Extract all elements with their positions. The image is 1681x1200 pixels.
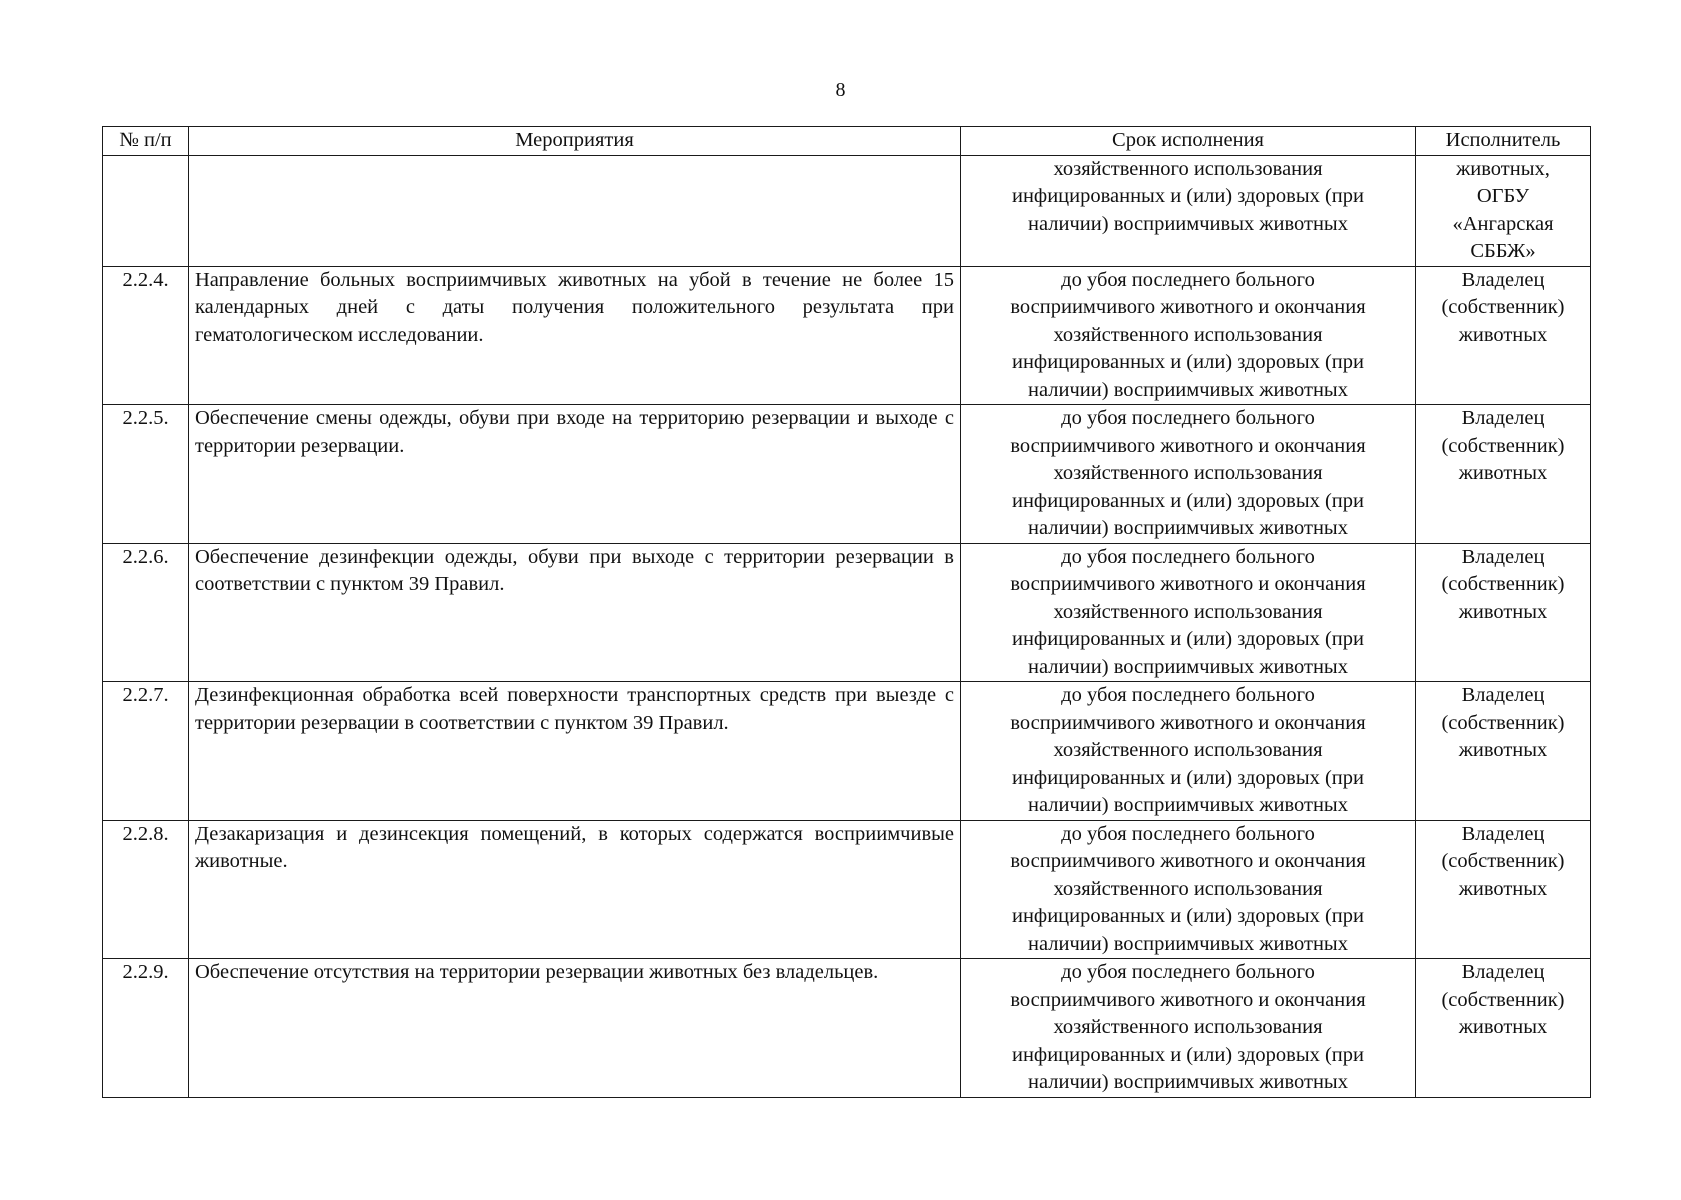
term-line: хозяйственного использования: [1053, 462, 1323, 484]
cell-executor: [1416, 155, 1591, 266]
term-line: до убоя последнего больного: [1061, 268, 1315, 291]
executor-line: Владелец: [1461, 545, 1545, 568]
cell-term: [961, 682, 1416, 821]
executor-line: СББЖ»: [1470, 240, 1536, 262]
term-line: инфицированных и (или) здоровых (при: [1011, 905, 1365, 927]
table-row: [103, 405, 1591, 544]
term-line: восприимчивого животного и окончания: [1010, 573, 1366, 595]
executor-line: «Ангарская: [1452, 212, 1554, 235]
term-line: инфицированных и (или) здоровых (при: [1011, 185, 1365, 207]
header-term: Срок исполнения: [961, 127, 1416, 156]
executor-line: ОГБУ: [1476, 185, 1530, 207]
cell-executor: [1416, 959, 1591, 1098]
term-line: до убоя последнего больного: [1061, 545, 1315, 568]
cell-number: 2.2.8.: [103, 820, 189, 959]
term-line: до убоя последнего больного: [1061, 822, 1315, 845]
cell-number: 2.2.9.: [103, 959, 189, 1098]
executor-line: животных: [1458, 1016, 1548, 1038]
executor-line: животных: [1458, 600, 1548, 623]
cell-executor: [1416, 543, 1591, 682]
term-line: восприимчивого животного и окончания: [1010, 296, 1366, 318]
term-line: хозяйственного использования: [1053, 1016, 1323, 1038]
executor-line: Владелец: [1461, 407, 1545, 429]
term-line: до убоя последнего больного: [1061, 684, 1315, 706]
term-line: инфицированных и (или) здоровых (при: [1011, 489, 1365, 512]
cell-term: [961, 959, 1416, 1098]
executor-line: (собственник): [1441, 434, 1565, 457]
term-line: инфицированных и (или) здоровых (при: [1011, 766, 1365, 789]
term-line: хозяйственного использования: [1053, 739, 1323, 761]
table-header-row: [103, 127, 1591, 156]
executor-line: животных: [1458, 323, 1548, 346]
term-line: наличии) восприимчивых животных: [1028, 932, 1348, 955]
term-line: наличии) восприимчивых животных: [1028, 378, 1348, 401]
cell-activity: Дезинфекционная обработка всей поверхности транспортных средств при выезде с территории резервации в соответствии с пунктом 39 Правил.: [189, 682, 961, 821]
term-line: до убоя последнего больного: [1061, 407, 1315, 429]
page-number: 8: [835, 79, 846, 101]
executor-line: (собственник): [1441, 988, 1565, 1011]
header-activity: Мероприятия: [189, 127, 961, 156]
term-line: до убоя последнего больного: [1061, 961, 1315, 983]
executor-line: Владелец: [1461, 684, 1545, 706]
table-row-continuation: [103, 155, 1591, 266]
executor-line: (собственник): [1441, 711, 1565, 734]
header-number: № п/п: [103, 127, 189, 156]
term-line: хозяйственного использования: [1053, 323, 1323, 346]
header-executor: Исполнитель: [1416, 127, 1591, 156]
term-line: наличии) восприимчивых животных: [1028, 212, 1348, 235]
measures-table: [102, 126, 1591, 1098]
executor-line: (собственник): [1441, 850, 1565, 872]
executor-line: животных,: [1456, 157, 1550, 180]
cell-activity: [189, 155, 961, 266]
table-row: [103, 543, 1591, 682]
table-row: [103, 682, 1591, 821]
cell-term: [961, 266, 1416, 405]
cell-term: [961, 543, 1416, 682]
cell-number: 2.2.6.: [103, 543, 189, 682]
term-line: восприимчивого животного и окончания: [1010, 711, 1366, 734]
term-line: восприимчивого животного и окончания: [1010, 988, 1366, 1011]
cell-executor: [1416, 266, 1591, 405]
term-line: инфицированных и (или) здоровых (при: [1011, 351, 1365, 373]
cell-term: [961, 820, 1416, 959]
table-row: [103, 959, 1591, 1098]
cell-number: 2.2.5.: [103, 405, 189, 544]
cell-term: [961, 405, 1416, 544]
term-line: восприимчивого животного и окончания: [1010, 434, 1366, 457]
cell-activity: Обеспечение дезинфекции одежды, обуви при выходе с территории резервации в соответствии с пунктом 39 Правил.: [189, 543, 961, 682]
term-line: хозяйственного использования: [1053, 600, 1323, 623]
cell-activity: Обеспечение отсутствия на территории резервации животных без владельцев.: [189, 959, 961, 1098]
cell-term: [961, 155, 1416, 266]
term-line: восприимчивого животного и окончания: [1010, 850, 1366, 872]
executor-line: Владелец: [1461, 961, 1545, 983]
cell-activity: Обеспечение смены одежды, обуви при входе на территорию резервации и выходе с территории резервации.: [189, 405, 961, 544]
table-row: [103, 266, 1591, 405]
term-line: наличии) восприимчивых животных: [1028, 1071, 1348, 1093]
cell-executor: [1416, 405, 1591, 544]
executor-line: животных: [1458, 462, 1548, 484]
term-line: хозяйственного использования: [1053, 877, 1323, 900]
executor-line: животных: [1458, 739, 1548, 761]
cell-number: 2.2.7.: [103, 682, 189, 821]
term-line: наличии) восприимчивых животных: [1028, 794, 1348, 816]
table-row: [103, 820, 1591, 959]
executor-line: (собственник): [1441, 573, 1565, 595]
term-line: инфицированных и (или) здоровых (при: [1011, 628, 1365, 650]
executor-line: животных: [1458, 877, 1548, 900]
cell-number: [103, 155, 189, 266]
term-line: инфицированных и (или) здоровых (при: [1011, 1043, 1365, 1066]
executor-line: Владелец: [1461, 268, 1545, 291]
cell-number: 2.2.4.: [103, 266, 189, 405]
cell-executor: [1416, 820, 1591, 959]
cell-executor: [1416, 682, 1591, 821]
term-line: наличии) восприимчивых животных: [1028, 655, 1348, 678]
executor-line: (собственник): [1441, 296, 1565, 318]
cell-activity: Дезакаризация и дезинсекция помещений, в которых содержатся восприимчивые животные.: [189, 820, 961, 959]
term-line: хозяйственного использования: [1053, 157, 1323, 180]
cell-activity: Направление больных восприимчивых животных на убой в течение не более 15 календарных дней с даты получения положительного результата при гематологическом исследовании.: [189, 266, 961, 405]
executor-line: Владелец: [1461, 822, 1545, 845]
term-line: наличии) восприимчивых животных: [1028, 517, 1348, 539]
